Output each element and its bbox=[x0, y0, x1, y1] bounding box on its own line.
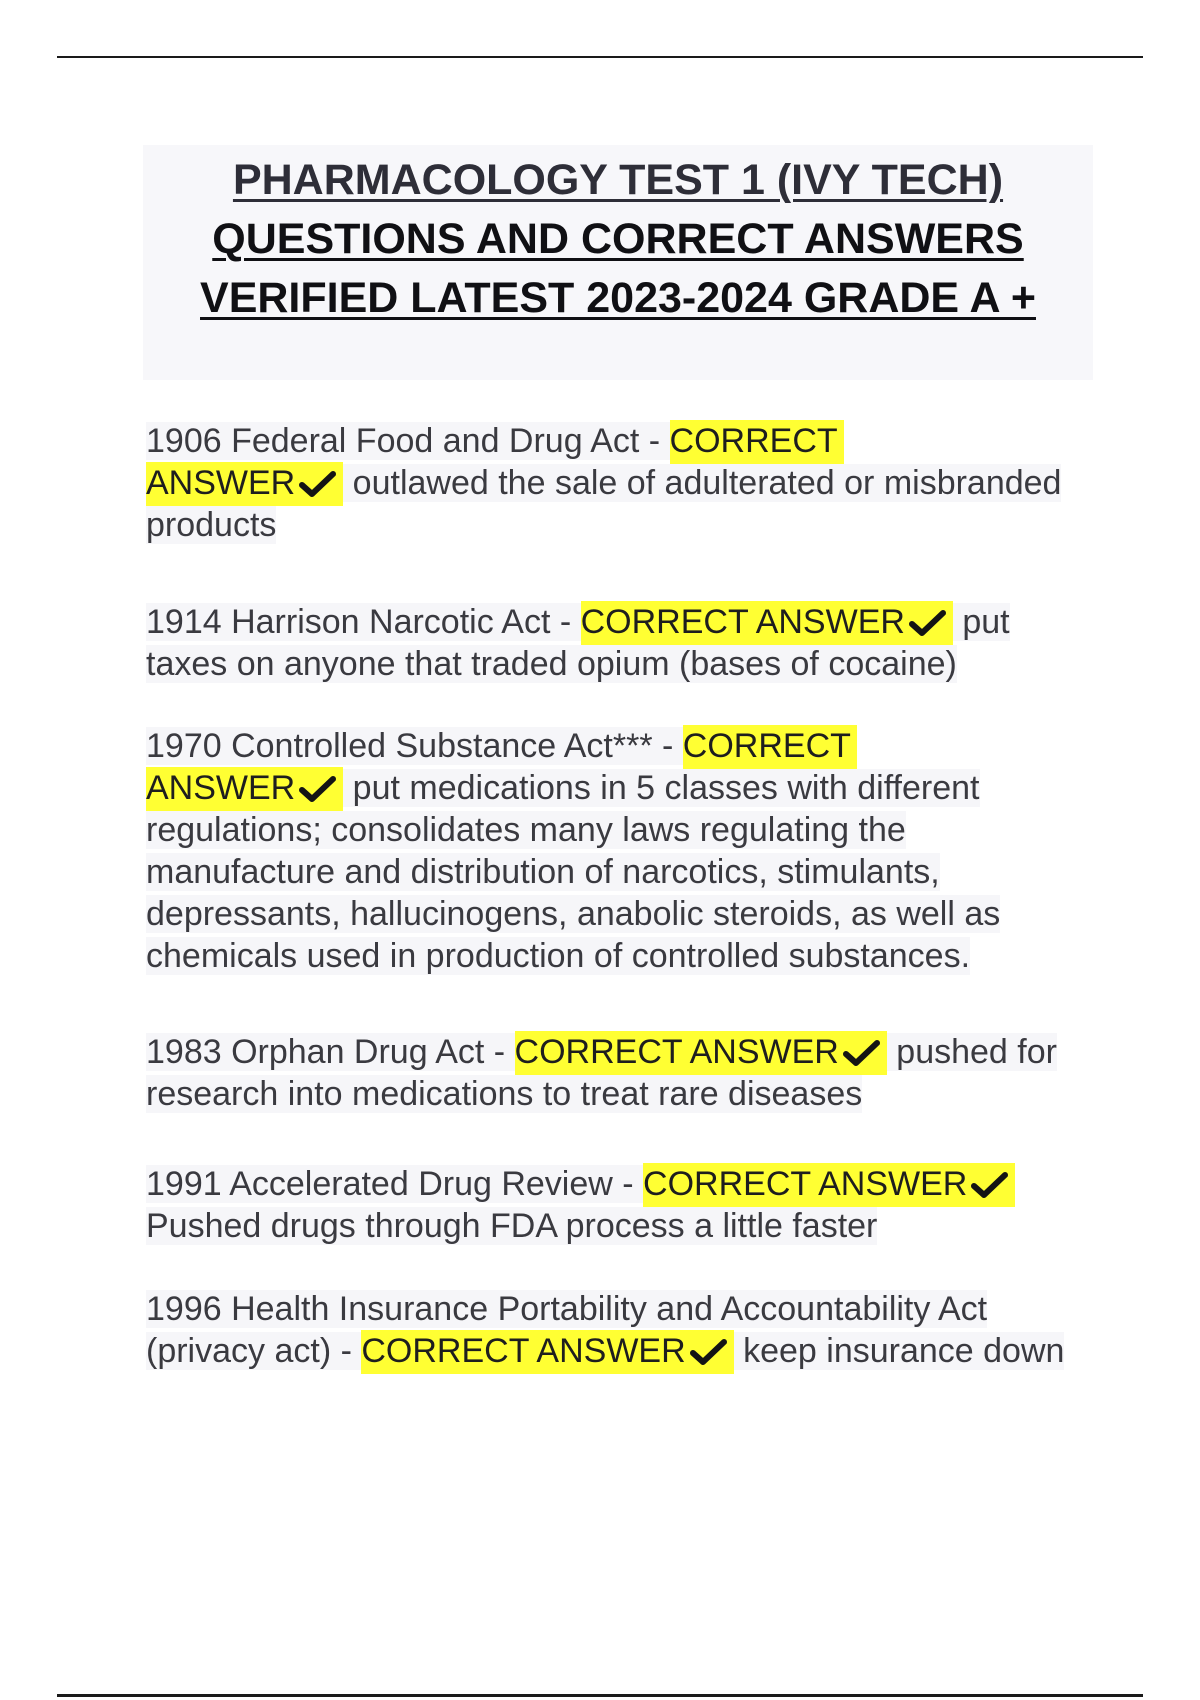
check-icon bbox=[971, 1171, 1009, 1199]
question-text: 1906 Federal Food and Drug Act - bbox=[146, 422, 670, 460]
title-line-3: VERIFIED LATEST 2023-2024 GRADE A + bbox=[200, 274, 1036, 322]
answer-text: keep insurance down bbox=[733, 1332, 1065, 1370]
title-line-1: PHARMACOLOGY TEST 1 (IVY TECH) bbox=[232, 156, 1004, 204]
question-text: 1914 Harrison Narcotic Act - bbox=[146, 603, 581, 641]
correct-answer-marker: CORRECT ANSWER bbox=[643, 1163, 1015, 1207]
qa-entry-1970 bbox=[146, 725, 1086, 977]
top-rule bbox=[57, 56, 1143, 58]
title-line-2: QUESTIONS AND CORRECT ANSWERS bbox=[212, 215, 1024, 263]
check-icon bbox=[299, 775, 337, 803]
qa-entry-1991 bbox=[146, 1163, 1086, 1247]
answer-text: pushed for research into medications to treat rare diseases bbox=[146, 1033, 1057, 1113]
answer-text: Pushed drugs through FDA process a little faster bbox=[146, 1207, 878, 1245]
correct-answer-marker: CORRECT ANSWER bbox=[581, 601, 953, 645]
check-icon bbox=[299, 470, 337, 498]
correct-answer-marker: CORRECT ANSWER bbox=[146, 420, 844, 506]
correct-answer-marker: CORRECT ANSWER bbox=[515, 1031, 887, 1075]
qa-entry-1983 bbox=[146, 1031, 1086, 1115]
check-icon bbox=[909, 609, 947, 637]
qa-entry-1996 bbox=[146, 1288, 1086, 1372]
document-title bbox=[143, 145, 1093, 380]
answer-text: outlawed the sale of adulterated or misbranded products bbox=[146, 464, 1062, 544]
bottom-rule bbox=[57, 1694, 1143, 1697]
check-icon bbox=[690, 1338, 728, 1366]
question-text: 1996 Health Insurance Portability and Accountability Act (privacy act) - bbox=[146, 1290, 988, 1370]
qa-entry-1914 bbox=[146, 601, 1086, 685]
correct-answer-marker: CORRECT ANSWER bbox=[146, 725, 857, 811]
question-text: 1970 Controlled Substance Act*** - bbox=[146, 727, 683, 765]
question-text: 1991 Accelerated Drug Review - bbox=[146, 1165, 644, 1203]
qa-entry-1906 bbox=[146, 420, 1086, 546]
answer-text: put taxes on anyone that traded opium (bases of cocaine) bbox=[146, 603, 1010, 683]
check-icon bbox=[843, 1039, 881, 1067]
question-text: 1983 Orphan Drug Act - bbox=[146, 1033, 515, 1071]
answer-text: put medications in 5 classes with different regulations; consolidates many laws regulating the manufacture and distribution of narcotics, stimulants, depressants, hallucinogens, anabolic steroids, as well as chemicals used in production of controlled substances. bbox=[146, 769, 1001, 975]
correct-answer-marker: CORRECT ANSWER bbox=[361, 1330, 733, 1374]
